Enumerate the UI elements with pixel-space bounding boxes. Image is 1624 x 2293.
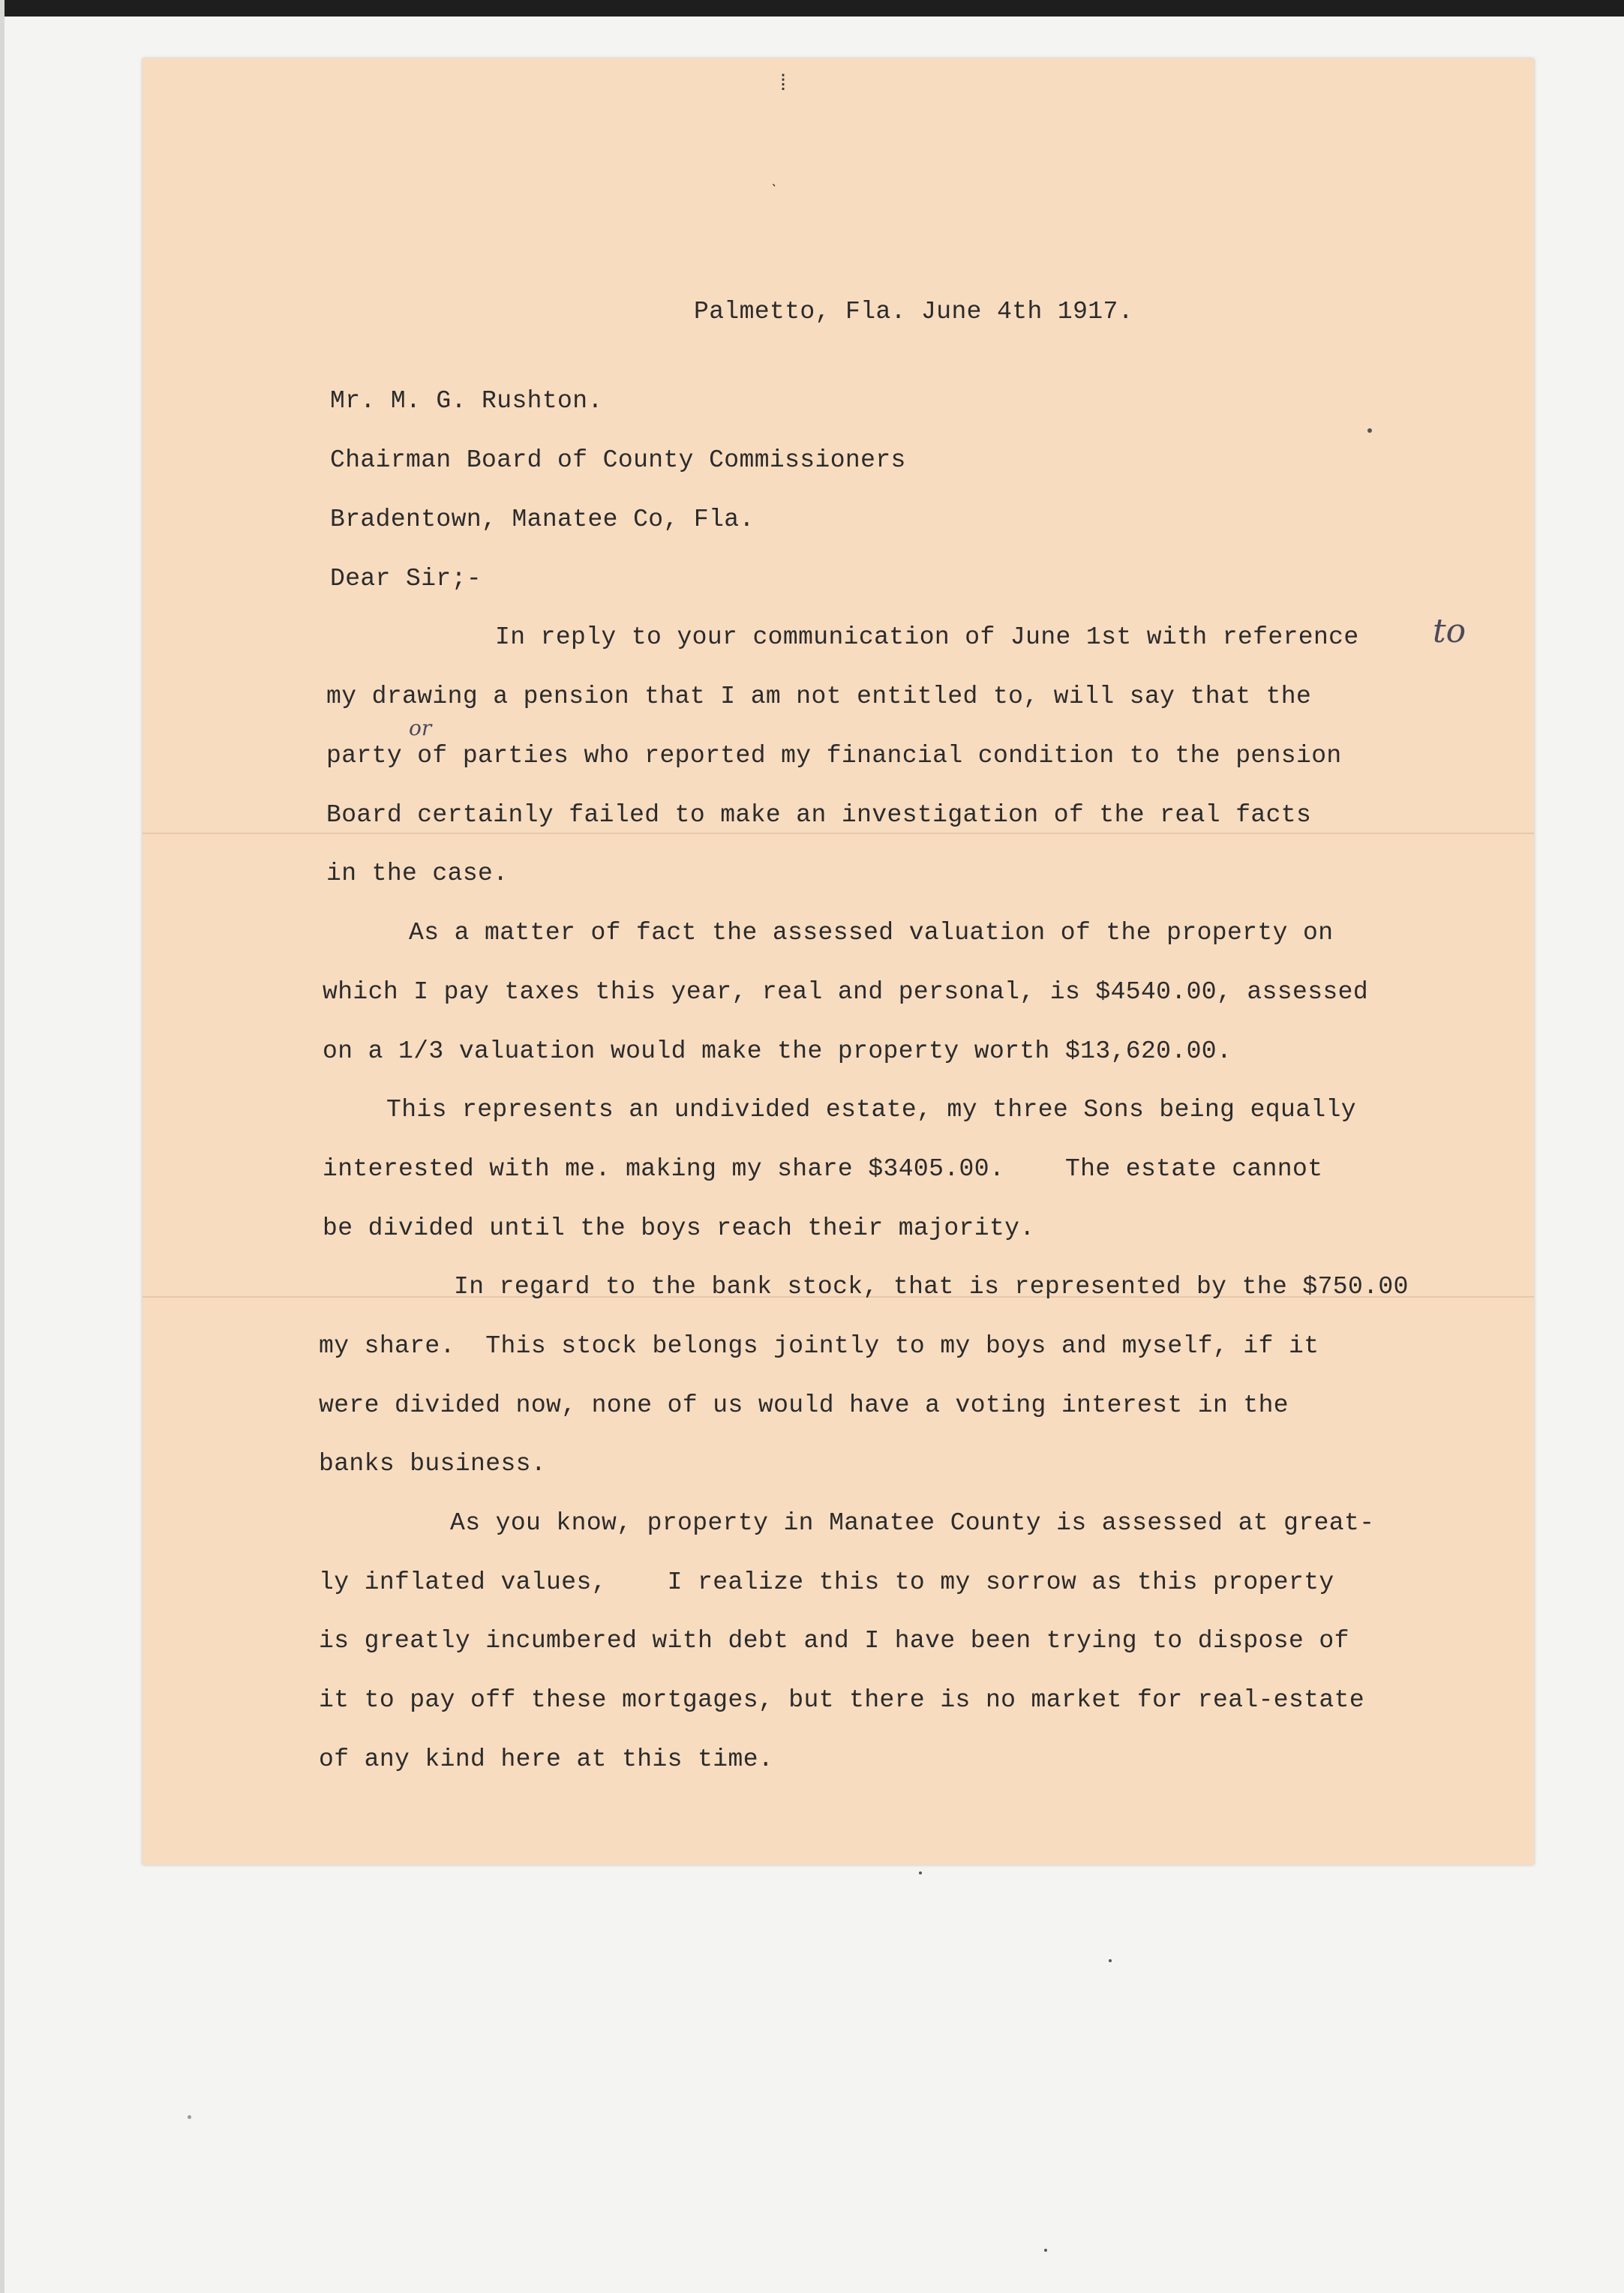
recipient-title: Chairman Board of County Commissioners — [330, 446, 906, 474]
body-line: my share. This stock belongs jointly to my boys and myself, if it — [319, 1332, 1319, 1360]
handwritten-correction: or — [409, 716, 432, 740]
body-line: in the case. — [326, 860, 509, 887]
body-line: In reply to your communication of June 1st with reference — [495, 623, 1359, 651]
recipient-location: Bradentown, Manatee Co, Fla. — [330, 506, 755, 533]
scanner-edge-left — [0, 0, 5, 2293]
paper-fold-line — [143, 833, 1534, 834]
salutation: Dear Sir;- — [330, 565, 482, 593]
dateline: Palmetto, Fla. June 4th 1917. — [694, 298, 1133, 326]
body-line: In regard to the bank stock, that is represented by the $750.00 — [454, 1273, 1409, 1301]
body-line: of any kind here at this time. — [319, 1745, 774, 1773]
body-line: is greatly incumbered with debt and I have been trying to dispose of — [319, 1627, 1349, 1655]
body-line: This represents an undivided estate, my three Sons being equally — [386, 1096, 1357, 1124]
body-line: As a matter of fact the assessed valuation of the property on — [409, 919, 1334, 947]
body-line: party of parties who reported my financial condition to the pension — [326, 742, 1342, 770]
dust-speck — [1109, 1959, 1112, 1962]
scanner-edge-top — [0, 0, 1624, 17]
body-line: be divided until the boys reach their majority. — [323, 1214, 1035, 1242]
staple-hole-mark: ˎ — [769, 170, 779, 188]
body-line: on a 1/3 valuation would make the property worth $13,620.00. — [323, 1037, 1232, 1065]
body-line: my drawing a pension that I am not entitled to, will say that the — [326, 683, 1312, 710]
dust-speck — [919, 1871, 922, 1874]
body-line: Board certainly failed to make an investigation of the real facts — [326, 801, 1312, 829]
dust-speck — [1044, 2249, 1047, 2252]
body-line: were divided now, none of us would have a voting interest in the — [319, 1391, 1289, 1419]
dust-speck — [188, 2115, 191, 2119]
body-line: As you know, property in Manatee County is assessed at great- — [450, 1509, 1375, 1537]
staple-hole-mark: ⁞ — [776, 72, 791, 98]
body-line: banks business. — [319, 1450, 547, 1478]
letter-page — [143, 59, 1534, 1865]
body-line: ly inflated values, I realize this to my sorrow as this property — [319, 1568, 1334, 1596]
body-line: which I pay taxes this year, real and personal, is $4540.00, assessed — [323, 978, 1369, 1006]
ink-speck — [1367, 428, 1372, 433]
handwritten-insertion: to — [1433, 612, 1466, 650]
body-line: it to pay off these mortgages, but there is no market for real-estate — [319, 1686, 1365, 1714]
body-line: interested with me. making my share $3405.00. The estate cannot — [323, 1155, 1323, 1183]
recipient-name: Mr. M. G. Rushton. — [330, 387, 603, 415]
